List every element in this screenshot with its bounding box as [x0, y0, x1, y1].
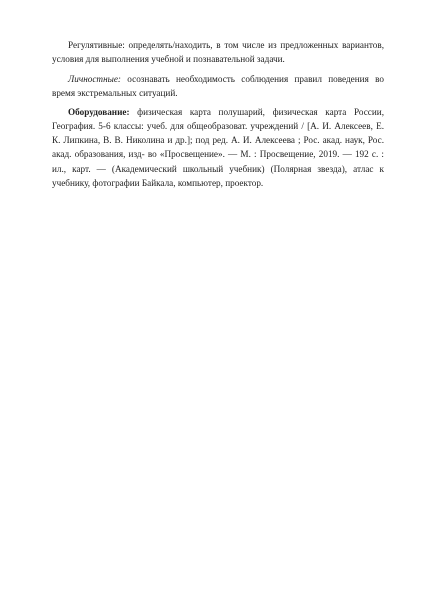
paragraph-regulatory: [52, 38, 384, 66]
paragraph-regulatory-text: Регулятивные: определять/находить, в том числе из предложенных вариантов, условия для выполнения учебной и познавательной задачи.: [52, 40, 384, 65]
paragraph-personal-text: осознавать необходимость соблюдения правил поведения во время экстремальных ситуаций.: [52, 73, 384, 98]
document-body: [52, 38, 384, 195]
paragraph-personal-label: Личностные:: [68, 73, 121, 84]
paragraph-equipment: [52, 105, 384, 190]
paragraph-equipment-label: Оборудование:: [68, 107, 130, 118]
paragraph-personal: [52, 72, 384, 100]
paragraph-equipment-text: физическая карта полушарий, физическая карта России, География. 5-6 классы: учеб. для общеобразоват. учреждений / [А. И. Алексеев, Е. К. Липкина, В. В. Николина и др.]; под ред. А. И. Алексеева ; Рос. акад. наук, Рос. акад. образования, изд- во «Просвещение». — М. : Просвещение, 2019. — 192 с. : ил., карт. — (Академический школьный учебник) (Полярная звезда), атлас к учебнику, фотографии Байкала, компьютер, проектор.: [52, 107, 384, 188]
